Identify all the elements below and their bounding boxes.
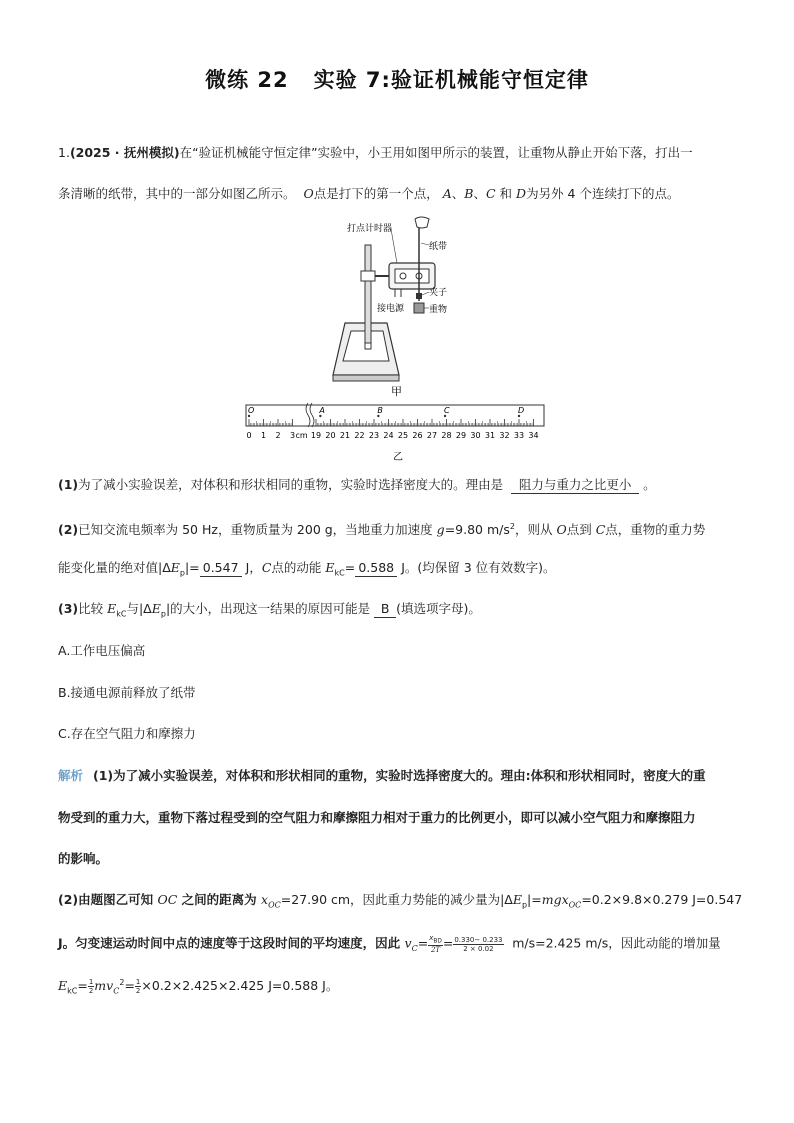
- ruler-label-33: 33: [513, 431, 525, 440]
- label-power: 接电源: [377, 304, 405, 314]
- solution-line2: 物受到的重力大，重物下落过程受到的空气阻力和摩擦阻力相对于重力的比例更小，即可以减小空气阻力和摩擦阻力: [58, 810, 696, 825]
- tape-point-O: [248, 415, 250, 417]
- option-a: A.工作电压偏高: [58, 643, 146, 658]
- tape-point-C: [444, 415, 446, 417]
- ruler-unit: cm: [295, 431, 308, 440]
- label-weight: 重物: [429, 305, 448, 315]
- tape-figure: [240, 402, 550, 464]
- part1: (1)为了减小实验误差，对体积和形状相同的重物，实验时选择密度大的。理由是 阻力与重力之比更小 。: [58, 477, 656, 492]
- tape-point-label-A: A: [319, 406, 325, 415]
- ruler-label-3: 3: [289, 431, 296, 440]
- tape-point-label-D: D: [518, 406, 525, 415]
- tape-point-B: [377, 415, 379, 417]
- hand: [415, 217, 429, 228]
- question-number: 1.: [58, 145, 70, 160]
- question-intro-text: 在“验证机械能守恒定律”实验中，小王用如图甲所示的装置，让重物从静止开始下落，打出一: [179, 145, 693, 160]
- tape-point-label-B: B: [377, 406, 383, 415]
- question-intro-line1: [58, 145, 693, 161]
- caption-jia: 甲: [391, 385, 402, 398]
- label-tape: 纸带: [429, 242, 448, 252]
- option-c: C.存在空气阻力和摩擦力: [58, 726, 196, 741]
- page-title: [0, 64, 794, 94]
- question-intro-line2: 条清晰的纸带，其中的一部分如图乙所示。 O点是打下的第一个点， A、B、C 和 D为另外 4 个连续打下的点。: [58, 186, 680, 201]
- tape-point-D: [518, 415, 520, 417]
- ruler-label-24: 24: [383, 431, 394, 440]
- fraction-values: $\frac{0.330- 0.233}{2 \times 0.02}$: [454, 935, 503, 953]
- answer-part1: 阻力与重力之比更小: [511, 477, 639, 494]
- ruler-label-32: 32: [499, 431, 510, 440]
- ruler-label-30: 30: [470, 431, 481, 440]
- tape-point-label-O: O: [248, 406, 255, 415]
- ruler-label-29: 29: [455, 431, 467, 440]
- ruler-label-23: 23: [368, 431, 380, 440]
- title-main: 实验 7:验证机械能守恒定律: [313, 68, 589, 92]
- answer-ep: 0.547: [200, 560, 242, 577]
- ruler-label-19: 19: [310, 431, 322, 440]
- part2-line2: 能变化量的绝对值$|\Delta E_p|= 0.547$ J，C点的动能 $E_{kC}= 0.588$ J。(均保留 3 位有效数字)。: [58, 560, 556, 578]
- tape-point-label-C: C: [444, 406, 450, 415]
- ruler-label-31: 31: [484, 431, 496, 440]
- part2-line1: (2)已知交流电频率为 50 Hz，重物质量为 200 g，当地重力加速度 g=9.80 $m/s^2$，则从 O点到 C点，重物的重力势: [58, 522, 706, 538]
- title-prefix: 微练 22: [205, 68, 289, 92]
- answer-ek: 0.588: [355, 560, 397, 577]
- solution-line1: 解析 (1)为了减小实验误差，对体积和形状相同的重物，实验时选择密度大的。理由:体积和形状相同时，密度大的重: [58, 768, 706, 783]
- clip: [416, 293, 422, 299]
- ruler-label-1: 1: [260, 431, 267, 440]
- part3: (3)比较 $E_{kC}$与$|\Delta E_p|$的大小，出现这一结果的原因可能是 B (填选项字母)。: [58, 601, 481, 619]
- solution-line3: 的影响。: [58, 851, 109, 866]
- solution-line4: (2)由题图乙可知 OC 之间的距离为 $x_{OC}=27.90$ cm，因此重力势能的减少量为$|\Delta E_p|=mgx_{OC}=0.2\times 9.8\times 0.279$ J=0.547: [58, 892, 743, 910]
- ruler-label-28: 28: [441, 431, 452, 440]
- question-source: (2025 · 抚州模拟): [69, 145, 180, 160]
- tape-strip: [246, 405, 544, 426]
- ruler-label-2: 2: [275, 431, 281, 440]
- solution-line5: J。匀变速运动时间中点的速度等于这段时间的平均速度，因此 $v_C=$ $\frac{x_{BD}}{2T}$ = $\frac{0.330- 0.233}{2 \times 0.02}$ m/s=2.425 m/s，因此动能的增加量: [58, 934, 721, 955]
- fraction-half-2: $\frac{1}{2}$: [135, 978, 141, 996]
- weight: [414, 303, 424, 313]
- stand-pole: [365, 245, 371, 343]
- label-clip: 夹子: [429, 288, 448, 298]
- caption-yi: 乙: [393, 452, 403, 463]
- solution-tag: 解析: [58, 768, 84, 783]
- ruler-label-27: 27: [426, 431, 438, 440]
- ruler-label-34: 34: [528, 431, 539, 440]
- tape-point-A: [319, 415, 321, 417]
- fraction-half: $\frac{1}{2}$: [88, 978, 94, 996]
- ruler-label-21: 21: [339, 431, 351, 440]
- ruler-label-0: 0: [246, 431, 252, 440]
- answer-part3: B: [374, 601, 396, 618]
- apparatus-figure: [325, 215, 465, 400]
- label-timer: 打点计时器: [347, 224, 393, 234]
- ruler-label-25: 25: [397, 431, 409, 440]
- fraction-xbd-2t: $\frac{x_{BD}}{2T}$: [429, 934, 442, 955]
- option-b: B.接通电源前释放了纸带: [58, 685, 196, 700]
- ruler-label-26: 26: [412, 431, 423, 440]
- solution-line6: $E_{kC}=$ $\frac{1}{2}$ $mv_C^2=$ $\frac{1}{2}$ ×0.2×2.425×2.425 J=0.588 J。: [58, 978, 339, 996]
- ruler-label-22: 22: [354, 431, 365, 440]
- ruler-label-20: 20: [325, 431, 336, 440]
